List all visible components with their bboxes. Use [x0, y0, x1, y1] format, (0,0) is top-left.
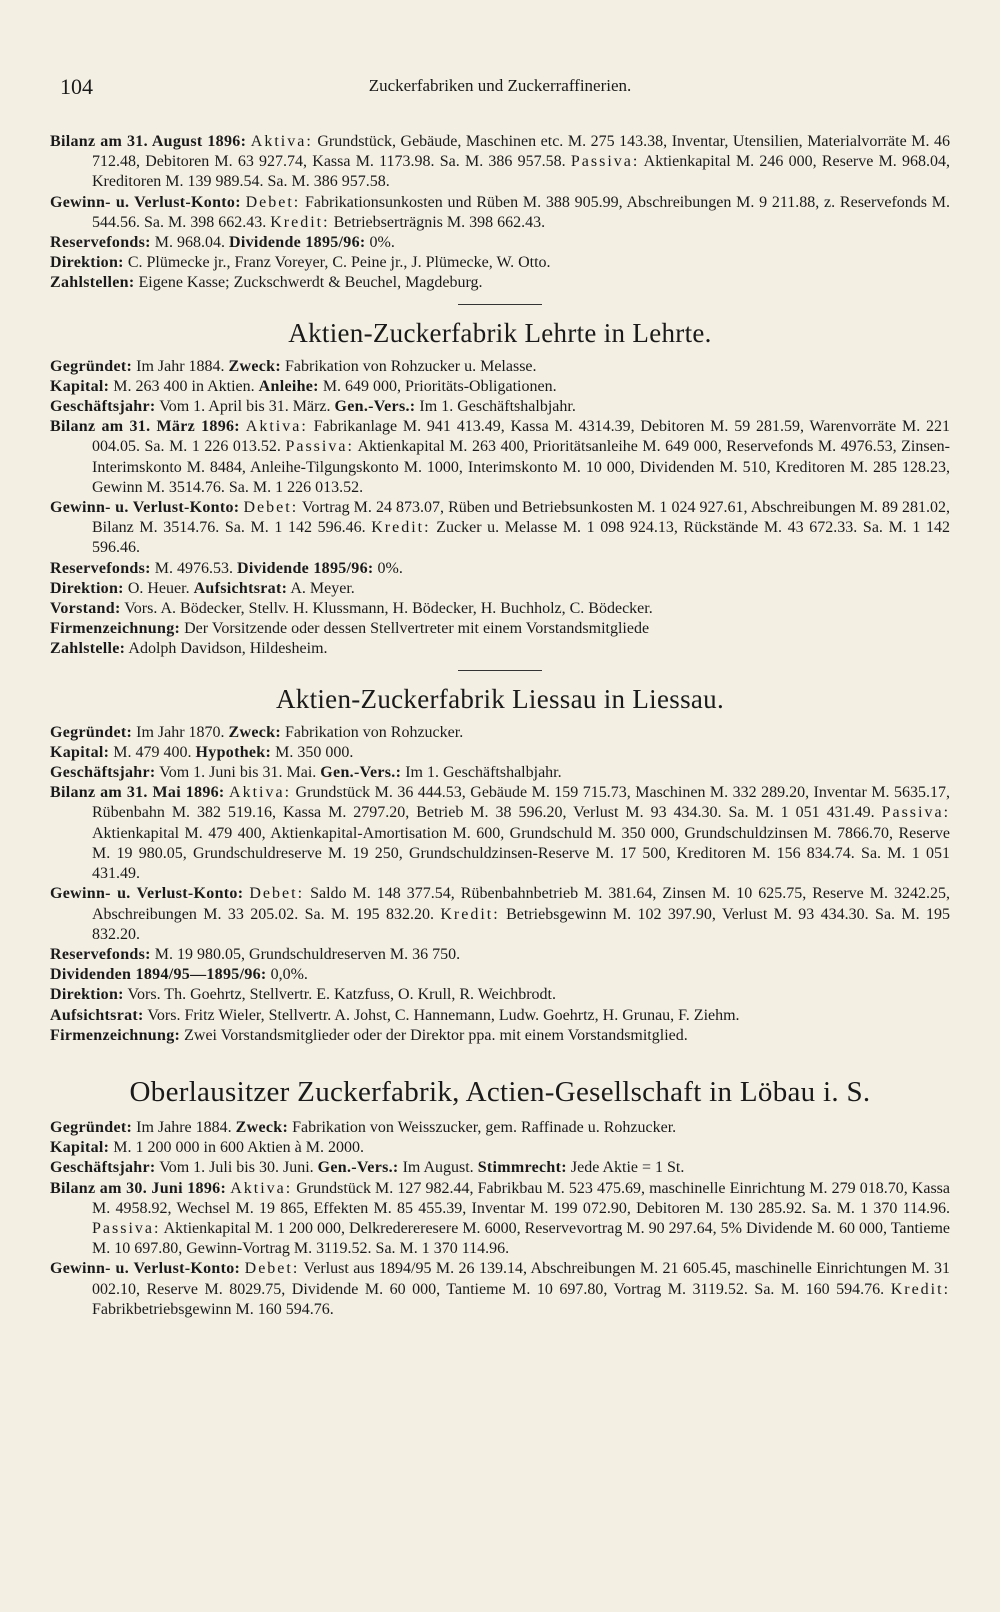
gewinn-paragraph: Gewinn- u. Verlust-Konto: Debet: Vortrag M. 24 873.07, Rüben und Betriebsunkosten M. 1 024 927.61, Abschreibungen M. 89 281.02, Bilanz M. 3514.76. Sa. M. 1 142 596.46. Kredit: Zucker u. Melasse M. 1 098 924.13, Rückstände M. 43 672.33. Sa. M. 1 142 596.46.	[50, 499, 951, 557]
bilanz-paragraph: Bilanz am 31. Mai 1896: Aktiva: Grundstück M. 36 444.53, Gebäude M. 159 715.73, Maschinen M. 332 289.20, Inventar M. 5635.17, Rübenbahn M. 382 519.16, Kassa M. 2797.20, Betrieb M. 38 596.20, Verlust M. 93 434.30. Sa. M. 1 051 431.49. Passiva: Aktienkapital M. 479 400, Aktienkapital-Amortisation M. 600, Grundschuld M. 350 000, Grundschuldzinsen M. 7866.70, Reserve M. 19 980.05, Grundschuldreserve M. 19 250, Grundschuldzinsen-Reserve M. 17 500, Kreditoren M. 156 834.74. Sa. M. 1 051 431.49.	[50, 784, 951, 883]
geschaeftsjahr-line: Geschäftsjahr: Vom 1. April bis 31. März. Gen.-Vers.: Im 1. Geschäftshalbjahr.	[50, 398, 576, 416]
gewinn-paragraph: Gewinn- u. Verlust-Konto: Debet: Saldo M. 148 377.54, Rübenbahnbetrieb M. 381.64, Zinsen M. 10 625.75, Reserve M. 3242.25, Abschreibungen M. 33 205.02. Sa. M. 195 832.20. Kredit: Betriebsgewinn M. 102 397.90, Verlust M. 93 434.30. Sa. M. 195 832.20.	[50, 885, 951, 943]
kapital-line: Kapital: M. 1 200 000 in 600 Aktien à M. 2000.	[50, 1139, 364, 1157]
section-divider	[458, 670, 542, 671]
gegruendet-line: Gegründet: Im Jahr 1870. Zweck: Fabrikation von Rohzucker.	[50, 723, 464, 741]
company-title-loebau: Oberlausitzer Zuckerfabrik, Actien-Gesellschaft in Löbau i. S.	[129, 1075, 871, 1108]
dividenden-paragraph: Dividenden 1894/95—1895/96: 0,0%.	[50, 966, 308, 984]
gewinn-paragraph: Gewinn- u. Verlust-Konto: Debet: Fabrikationsunkosten und Rüben M. 388 905.99, Abschreibungen M. 9 211.88, z. Reservefonds M. 544.56. Sa. M. 398 662.43. Kredit: Betriebserträgnis M. 398 662.43.	[50, 193, 950, 231]
gegruendet-line: Gegründet: Im Jahre 1884. Zweck: Fabrikation von Weisszucker, gem. Raffinade u. Rohzucker.	[50, 1118, 677, 1136]
geschaeftsjahr-line: Geschäftsjahr: Vom 1. Juli bis 30. Juni. Gen.-Vers.: Im August. Stimmrecht: Jede Aktie = 1 St.	[50, 1159, 685, 1177]
aufsichtsrat-paragraph: Aufsichtsrat: Vors. Fritz Wieler, Stellvertr. A. Johst, C. Hannemann, Ludw. Goehrtz, H. Grunau, F. Ziehm.	[50, 1006, 740, 1024]
firma-paragraph: Firmenzeichnung: Der Vorsitzende oder dessen Stellvertreter mit einem Vorstandsmitgliede	[50, 620, 650, 638]
liessau-entry	[50, 723, 950, 1046]
zahlstelle-paragraph: Zahlstelle: Adolph Davidson, Hildesheim.	[50, 640, 328, 658]
zahlstellen-paragraph: Zahlstellen: Eigene Kasse; Zuckschwerdt & Beuchel, Magdeburg.	[50, 274, 483, 292]
bilanz-paragraph: Bilanz am 31. August 1896: Aktiva: Grundstück, Gebäude, Maschinen etc. M. 275 143.38, Inventar, Utensilien, Materialvorräte M. 46 712.48, Debitoren M. 63 927.74, Kassa M. 1173.98. Sa. M. 386 957.58. Passiva: Aktienkapital M. 246 000, Reserve M. 968.04, Kreditoren M. 139 989.54. Sa. M. 386 957.58.	[50, 133, 951, 191]
kapital-line: Kapital: M. 479 400. Hypothek: M. 350 000.	[50, 743, 354, 761]
firma-paragraph: Firmenzeichnung: Zwei Vorstandsmitglieder oder der Direktor ppa. mit einem Vorstandsmitglied.	[50, 1026, 688, 1044]
bilanz-paragraph: Bilanz am 30. Juni 1896: Aktiva: Grundstück M. 127 982.44, Fabrikbau M. 523 475.69, maschinelle Einrichtung M. 279 018.70, Kassa M. 4958.92, Wechsel M. 19 865, Effekten M. 85 455.39, Inventar M. 199 072.90, Debitoren M. 130 285.92. Sa. M. 1 370 114.96. Passiva: Aktienkapital M. 1 200 000, Delkredereresere M. 6000, Reservevortrag M. 90 297.64, 5% Dividende M. 60 000, Tantieme M. 10 697.80, Gewinn-Vortrag M. 3119.52. Sa. M. 1 370 114.96.	[50, 1179, 951, 1258]
gegruendet-line: Gegründet: Im Jahr 1884. Zweck: Fabrikation von Rohzucker u. Melasse.	[50, 357, 537, 375]
reserve-paragraph: Reservefonds: M. 968.04. Dividende 1895/96: 0%.	[50, 234, 395, 252]
loebau-entry	[50, 1118, 950, 1320]
company-title-lehrte: Aktien-Zuckerfabrik Lehrte in Lehrte.	[288, 317, 712, 348]
direktion-paragraph: Direktion: C. Plümecke jr., Franz Voreyer, C. Peine jr., J. Plümecke, W. Otto.	[50, 254, 551, 272]
vorstand-paragraph: Vorstand: Vors. A. Bödecker, Stellv. H. Klussmann, H. Bödecker, H. Buchholz, C. Bödecker.	[50, 600, 653, 618]
bilanz-paragraph: Bilanz am 31. März 1896: Aktiva: Fabrikanlage M. 941 413.49, Kassa M. 4314.39, Debitoren M. 59 281.59, Warenvorräte M. 221 004.05. Sa. M. 1 226 013.52. Passiva: Aktienkapital M. 263 400, Prioritätsanleihe M. 649 000, Reservefonds M. 4976.53, Zinsen-Interimskonto M. 8484, Anleihe-Tilgungskonto M. 1000, Interimskonto M. 10 000, Dividenden M. 510, Kreditoren M. 285 128.23, Gewinn M. 3514.76. Sa. M. 1 226 013.52.	[50, 418, 951, 496]
gewinn-paragraph: Gewinn- u. Verlust-Konto: Debet: Verlust aus 1894/95 M. 26 139.14, Abschreibungen M. 21 605.45, maschinelle Einrichtungen M. 31 002.10, Reserve M. 8029.75, Dividende M. 60 000, Tantieme M. 10 697.80, Vortrag M. 3119.52. Sa. M. 160 594.76. Kredit: Fabrikbetriebsgewinn M. 160 594.76.	[50, 1260, 951, 1318]
prev-company-entry	[50, 132, 950, 294]
running-title: Zuckerfabriken und Zuckerraffinerien.	[368, 76, 632, 95]
direktion-paragraph: Direktion: O. Heuer. Aufsichtsrat: A. Meyer.	[50, 579, 355, 597]
geschaeftsjahr-line: Geschäftsjahr: Vom 1. Juni bis 31. Mai. Gen.-Vers.: Im 1. Geschäftshalbjahr.	[50, 764, 562, 782]
company-title-liessau: Aktien-Zuckerfabrik Liessau in Liessau.	[275, 683, 725, 714]
reserve-paragraph: Reservefonds: M. 4976.53. Dividende 1895/96: 0%.	[50, 559, 403, 577]
section-divider	[458, 304, 542, 305]
direktion-paragraph: Direktion: Vors. Th. Goehrtz, Stellvertr. E. Katzfuss, O. Krull, R. Weichbrodt.	[50, 986, 556, 1004]
kapital-line: Kapital: M. 263 400 in Aktien. Anleihe: M. 649 000, Prioritäts-Obligationen.	[50, 377, 557, 395]
page-header	[50, 74, 950, 108]
reserve-paragraph: Reservefonds: M. 19 980.05, Grundschuldreserven M. 36 750.	[50, 945, 461, 963]
page-number: 104	[60, 74, 93, 99]
lehrte-entry	[50, 357, 950, 660]
